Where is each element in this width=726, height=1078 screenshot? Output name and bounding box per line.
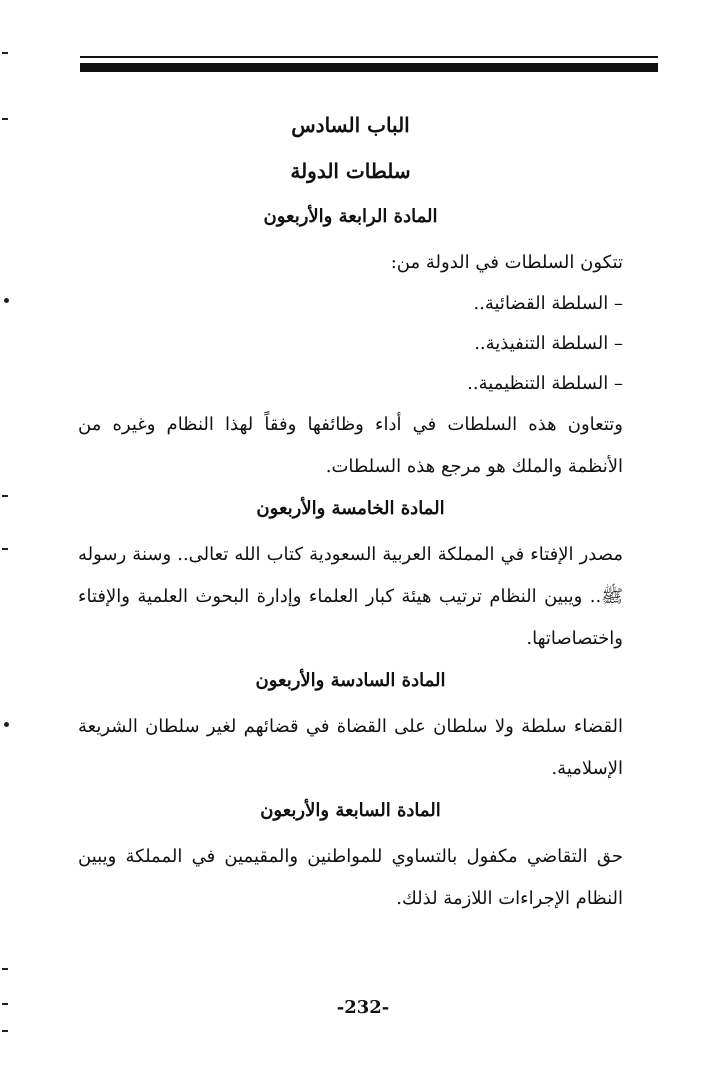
- margin-mark: [4, 722, 9, 727]
- article-44-item: – السلطة القضائية..: [473, 293, 623, 314]
- header-rule-thin: [80, 56, 658, 58]
- page-content: [78, 110, 623, 920]
- header-rule-thick: [80, 63, 658, 72]
- margin-mark: [2, 52, 8, 54]
- article-47-body: حق التقاضي مكفول بالتساوي للمواطنين والمقيمين في المملكة ويبين النظام الإجراءات اللازمة لذلك.: [78, 846, 623, 909]
- margin-mark: [2, 495, 8, 497]
- article-44-intro: تتكون السلطات في الدولة من:: [390, 252, 623, 273]
- article-47-heading: المادة السابعة والأربعون: [260, 800, 441, 821]
- article-44-item: – السلطة التنفيذية..: [474, 333, 623, 354]
- margin-mark: [4, 298, 9, 303]
- article-45-body: مصدر الإفتاء في المملكة العربية السعودية كتاب الله تعالى.. وسنة رسوله ﷺ.. ويبين النظام ترتيب هيئة كبار العلماء وإدارة البحوث العلمية والإفتاء واختصاصاتها.: [78, 544, 623, 649]
- article-44-closing: وتتعاون هذه السلطات في أداء وظائفها وفقاً لهذا النظام وغيره من الأنظمة والملك هو مرجع هذه السلطات.: [78, 414, 623, 477]
- margin-mark: [2, 968, 8, 970]
- section-title: سلطات الدولة: [290, 159, 411, 183]
- page-number: -232-: [336, 997, 390, 1018]
- margin-mark: [2, 1030, 8, 1032]
- margin-mark: [2, 118, 8, 120]
- article-46-body: القضاء سلطة ولا سلطان على القضاة في قضائهم لغير سلطان الشريعة الإسلامية.: [78, 716, 623, 779]
- chapter-title: الباب السادس: [291, 113, 410, 137]
- article-46-heading: المادة السادسة والأربعون: [255, 670, 446, 691]
- margin-mark: [2, 548, 8, 550]
- article-44-item: – السلطة التنظيمية..: [467, 373, 623, 394]
- article-44-heading: المادة الرابعة والأربعون: [263, 206, 438, 227]
- article-45-heading: المادة الخامسة والأربعون: [256, 498, 445, 519]
